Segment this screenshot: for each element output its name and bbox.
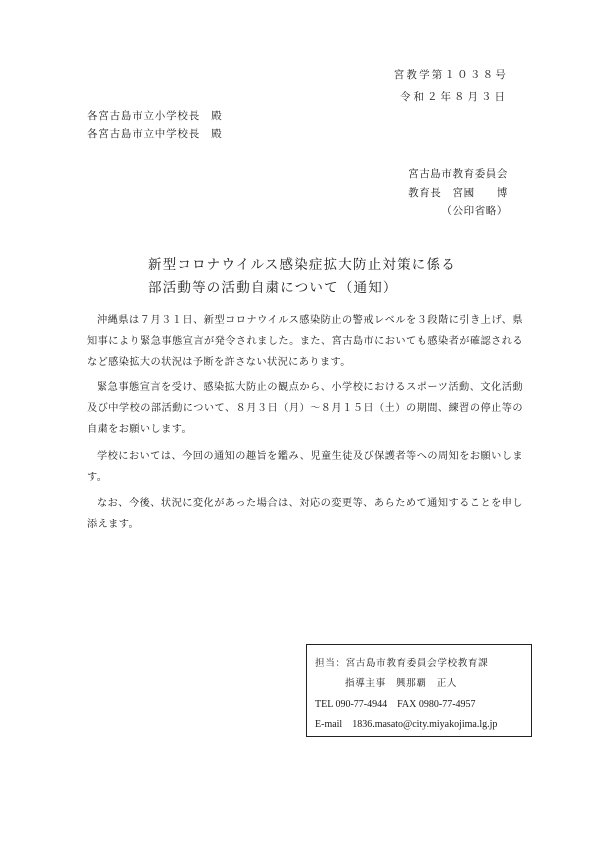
body-paragraph-1: 沖縄県は７月３１日、新型コロナウイルス感染防止の警戒レベルを３段階に引き上げ、県知事により緊急事態宣言が発令されました。また、宮古島市においても感染者が確認されるなど感染拡大の状況は予断を許さない状況にあります。 [87, 315, 523, 368]
contact-phone-fax: TEL 090-77-4944 FAX 0980-77-4957 [315, 699, 476, 710]
sender-organization: 宮古島市教育委員会 [408, 168, 508, 180]
addressee-junior-high: 各宮古島市立中学校長 殿 [87, 128, 223, 140]
body-paragraph-2: 緊急事態宣言を受け、感染拡大防止の観点から、小学校におけるスポーツ活動、文化活動及び中学校の部活動について、８月３日（月）～８月１５日（土）の期間、練習の停止等の自粛をお願いします。 [87, 382, 523, 435]
contact-box [306, 644, 532, 737]
contact-email[interactable]: E-mail 1836.masato@city.miyakojima.lg.jp [315, 719, 498, 730]
document-date: 令和２年８月３日 [400, 91, 508, 103]
document-title-line-2: 部活動等の活動自粛について（通知） [148, 280, 398, 296]
contact-department: 担当：宮古島市教育委員会学校教育課 [315, 658, 489, 669]
body-paragraph-4: なお、今後、状況に変化があった場合は、対応の変更等、あらためて通知することを申し添えます。 [87, 498, 523, 530]
contact-person: 指導主事 興那覇 正人 [345, 678, 458, 689]
document-title-line-1: 新型コロナウイルス感染症拡大防止対策に係る [148, 257, 456, 273]
body-paragraph-3: 学校においては、今回の通知の趣旨を鑑み、児童生徒及び保護者等への周知をお願いします。 [87, 451, 523, 483]
seal-omitted-note: （公印省略） [441, 205, 508, 217]
document-number: 宮教学第１０３８号 [393, 69, 508, 81]
sender-name: 教育長 宮國 博 [408, 187, 508, 199]
addressee-elementary: 各宮古島市立小学校長 殿 [87, 110, 223, 122]
